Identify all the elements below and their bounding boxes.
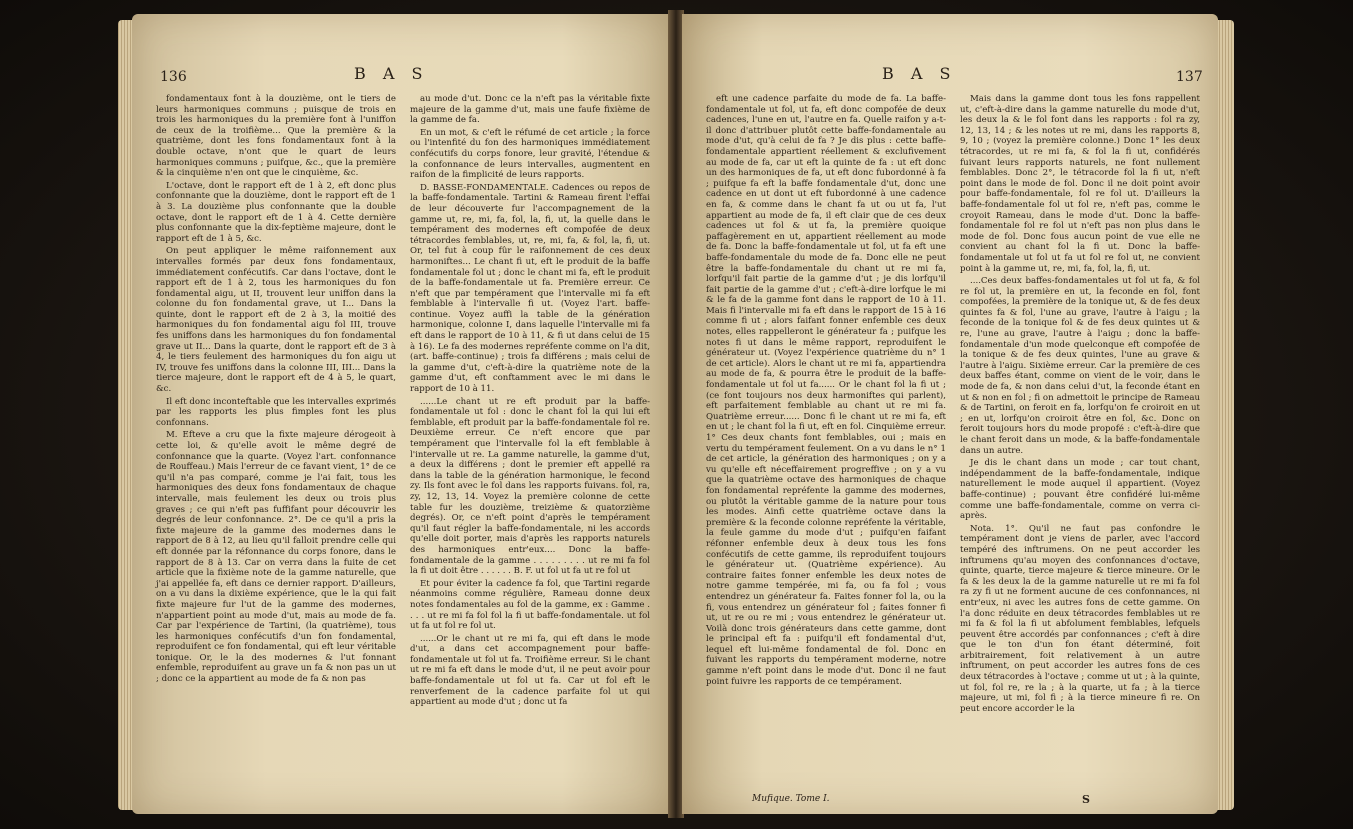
page-number: 137 — [1176, 69, 1203, 85]
paragraph: On peut appliquer le même raifonnement aux intervalles formés par deux fons fondamentaux, immédiatement confécutifs. Car dans l'octave, dont le rapport eft de 1 à 2, tous les harmoniques du fon fondamental aigu, ut II, trouvent leur uniffon dans la colonne du fon fondamental grave, ut I... Dans la quinte, dont le rapport eft de 2 à 3, la moitié des harmoniques du fon fondamental aigu fol III, trouve fes uniffons dans les harmoniques du fon fondamental grave ut II... Dans la quarte, dont le rapport eft de 3 à 4, le tiers feulement des harmoniques du fon aigu ut IV, trouve fes uniffons dans la colonne III, III... Dans la tierce majeure, dont le rapport eft de 4 à 5, le quart, &c. — [156, 246, 396, 395]
text-column-1 — [706, 94, 946, 716]
text-column-1 — [156, 94, 396, 710]
running-head: B A S — [882, 64, 957, 83]
paragraph: D. BASSE-FONDAMENTALE. Cadences ou repos de la baffe-fondamentale. Tartini & Rameau firent l'effai de leur découverte fur l'accompagnement de la gamme ut, re, mi, fa, fol, la, fi, ut, la quelle dans le tempérament des modernes eft compofée de deux tétracordes femblables, ut, re, mi, fa, & fol, la, fi, ut. Or, tel fut à coup fûr le raifonnement de ces deux harmoniftes... Le chant fi ut, eft le produit de la baffe fondamentale fol ut ; donc le chant mi fa, eft le produit de la baffe-fondamentale ut fa. Première erreur. Ce n'eft que par tempérament que l'intervalle mi fa eft femblable à l'intervalle fi ut. (Voyez l'art. baffe-continue. Voyez auffi la table de la génération harmonique, colonne I, dans laquelle l'intervalle mi fa eft dans le rapport de 10 à 11, & fi ut dans celui de 15 à 16). Le fa des modernes repréfente comme on l'a dit, (art. baffe-continue) ; trois fa différens ; mais celui de la gamme d'ut, c'eft-à-dire la quatrième note de la gamme d'ut, eft conftamment avec le mi dans le rapport de 10 à 11. — [410, 182, 650, 395]
paragraph: Nota. 1°. Qu'il ne faut pas confondre le tempérament dont je viens de parler, avec l'accord tempéré des inftrumens. On ne peut accorder les inftrumens qu'au moyen des confonnances d'octave, quinte, quarte, tierce majeure & tierce mineure. Or le fa & les deux la de la gamme naturelle ut re mi fa fol ra zy fi ut ne forment aucune de ces confonnances, ni entr'eux, ni avec les autres fons de cette gamme. On l'a donc réduite en deux tétracordes femblables ut re mi fa & fol la fi ut abfolument femblables, lefquels peuvent être accordés par confonnances ; c'eft à dire que le ton d'un fon étant déterminé, foit arbitrairement, foit relativement à un autre inftrument, on peut accorder les autres fons de ces deux tétracordes à l'octave ; comme ut ut ; à la quinte, ut fol, fol re, re la ; à la quarte, ut fa ; à la tierce majeure, ut mi, fol fi ; à la tierce mineure fi re. On peut encore accorder le la — [960, 523, 1200, 714]
paragraph: Je dis le chant dans un mode ; car tout chant, indépendamment de la baffe-fondamentale, indique naturellement le mode auquel il appartient. (Voyez baffe-continue) ; pouvant être confidéré lui-même comme une baffe-fondamentale, comme on verra ci-après. — [960, 458, 1200, 522]
paragraph: Il eft donc inconteftable que les intervalles exprimés par les rapports les plus fimples font les plus confonnans. — [156, 396, 396, 428]
text-columns — [156, 94, 650, 710]
paragraph: ....Ces deux baffes-fondamentales ut fol ut fa, & fol re fol ut, la première en ut, la feconde en fol, font compofées, la première de la tonique ut, & de fes deux quintes fa & fol, l'une au grave, l'autre à l'aigu ; la feconde de la tonique fol & de fes deux quintes ut & re, l'une au grave, l'autre à l'aigu ; donc la baffe-fondamentale d'un mode quelconque eft compofée de la tonique & de fes deux quintes, l'une au grave & l'autre à l'aigu. Sixième erreur. Car la première de ces deux baffes étant, comme on vient de le voir, dans le mode de fa, & non dans celui d'ut, la feconde étant en ut & non en fol ; fi on admettoit le principe de Rameau & de Tartini, on feroit en fa, lorfqu'on fe croiroit en ut ; en ut, lorfqu'on croiroit être en fol, &c. Donc on feroit toujours hors du mode propofé : c'eft-à-dire que le chant feroit dans un mode, & la baffe-fondamentale dans un autre. — [960, 276, 1200, 456]
running-head: B A S — [354, 64, 429, 83]
paragraph: fondamentaux font à la douzième, ont le tiers de leurs harmoniques communs ; puisque de trois en trois les harmoniques du la première font à l'uniffon de ceux de la troifième... Que la première & la quatrième, dont les fons fondamentaux font à la double octave, n'ont que le quart de leurs harmoniques communs ; puifque, &c., que la première & la cinquième n'en ont que le cinquième, &c. — [156, 94, 396, 179]
right-page-edges — [1216, 20, 1234, 810]
paragraph: Mais dans la gamme dont tous les fons rappellent ut, c'eft-à-dire dans la gamme naturelle du mode d'ut, les deux la & le fol font dans les rapports : fol ra zy, 12, 13, 14 ; & les notes ut re mi, dans les rapports 8, 9, 10 ; (voyez la première colonne.) Donc 1° les deux tétracordes, ut re mi fa, & fol la fi ut, confidérés fuivant leurs rapports naturels, ne font nullement femblables. Donc 2°, le tétracorde fol la fi ut, n'eft point dans le mode de fol. Donc il ne doit point avoir pour baffe-fondamentale, fol re fol ut. D'ailleurs la baffe-fondamentale fol ut fol re, n'eft pas, comme le croyoit Rameau, dans le mode d'ut. Donc la baffe-fondamentale fol re fol ut n'eft pas non plus dans le mode de fol. Donc fous aucun point de vue elle ne convient au chant fol la fi ut. Donc la baffe-fondamentale ut fol ut fa ut fol re fol ut, ne convient point à la gamme ut, re, mi, fa, fol, la, fi, ut. — [960, 94, 1200, 274]
page-number: 136 — [160, 69, 187, 85]
right-page — [682, 14, 1218, 814]
paragraph: L'octave, dont le rapport eft de 1 à 2, eft donc plus confonnante que la douzième, dont le rapport eft de 1 à 3. La douzième plus confonnante que la double octave, dont le rapport eft de 1 à 4. Cette dernière plus confonnante que la dix-feptième majeure, dont le rapport eft de 1 à 5, &c. — [156, 180, 396, 244]
volume-footer: Mufique. Tome I. — [752, 794, 830, 804]
paragraph: eft une cadence parfaite du mode de fa. La baffe-fondamentale ut fol, ut fa, eft donc compofée de deux cadences, l'une en ut, l'autre en fa. Quelle raifon y a-t-il donc d'attribuer plutôt cette baffe-fondamentale au mode d'ut, qu'à celui de fa ? Je dis plus : cette baffe-fondamentale appartient réellement & exclufivement au mode de fa, car ut eft la quinte de fa : ut eft donc un des harmoniques de fa, ut eft donc fubordonné à fa ; puifque fa eft la baffe fondamentale d'ut, donc une cadence en ut dont ut eft fubordonné à une cadence en fa, & comme dans le chant fa ut ou ut fa, l'ut appartient au mode de fa, il eft clair que de ces deux cadences ut fol & ut fa, la première quoique paffagèrement en ut, appartient réellement au mode de fa. Donc la baffe-fondamentale ut fol, ut fa eft une baffe-fondamentale du mode de fa. Donc elle ne peut être la baffe-fondamentale du chant ut re mi fa, lorfqu'il fait partie de la gamme d'ut ; je dis lorfqu'il fait partie de la gamme d'ut ; c'eft-à-dire lorfque le mi & le fa de la gamme font dans le rapport de 10 à 11. Mais fi l'intervalle mi fa eft dans le rapport de 15 à 16 comme fi ut ; alors faifant fonner enfemble ces deux notes, elles rappelleront le générateur fa ; puifque les notes fi ut dans le même rapport, reproduifent le générateur ut. (Voyez l'expérience quatrième du n° 1 de cet article). Alors le chant ut re mi fa, appartiendra au mode de fa, & pourra être le produit de la baffe-fondamentale ut fol ut fa...... Or le chant fol la fi ut ; (ce font toujours nos deux harmoniftes qui parlent), eft parfaitement femblable au chant ut re mi fa. Quatrième erreur...... Donc fi le chant ut re mi fa, eft en ut ; le chant fol la fi ut, eft en fol. Cinquième erreur. 1° Ces deux chants font femblables, oui ; mais en vertu du tempérament feulement. On a vu dans le n° 1 de cet article, la génération des harmoniques ; on y a vu qu'elle eft néceffairement progreffive ; on y a vu que la quatrième octave des harmoniques de chaque fon fondamental repréfente la gamme des modernes, ou plutôt la véritable gamme de la nature pour tous les modes. Ainfi cette quatrième octave dans la première & la feconde colonne repréfente la véritable, la feule gamme du mode d'ut ; puifqu'en faifant réfonner enfemble deux à deux tous les fons confécutifs de cette gamme, ils reproduifent toujours le générateur ut. (Quatrième expérience). Au contraire faites fonner enfemble les deux notes de notre gamme tempérée, mi fa, ou fa fol ; vous entendrez un générateur fa. Faites fonner fol la, ou la fi, vous entendrez un générateur fol ; faites fonner fi ut, ut re ou re mi ; vous entendrez le générateur ut. Voilà donc trois générateurs dans cette gamme, dont le principal eft fa : puifqu'il eft fondamental d'ut, lequel eft lui-même fondamental de fol. Donc en fuivant les rapports du tempérament moderne, notre gamme n'eft point dans le mode d'ut. Donc il ne faut point fuivre les rapports de ce tempérament. — [706, 94, 946, 687]
left-page — [132, 14, 670, 814]
text-column-2 — [410, 94, 650, 710]
text-columns — [706, 94, 1200, 716]
signature-mark: S — [1082, 793, 1090, 806]
text-column-2 — [960, 94, 1200, 716]
paragraph: En un mot, & c'eft le réfumé de cet article ; la force ou l'intenfité du fon des harmoniques immédiatement confécutifs du corps fonore, leur gravité, l'étendue & la confonnance de leurs intervalles, augmentent en raifon de la fimplicité de leurs rapports. — [410, 127, 650, 181]
paragraph: Et pour éviter la cadence fa fol, que Tartini regarde néanmoins comme régulière, Rameau donne deux notes fondamentales au fol de la gamme, ex : Gamme . . . . ut re mi fa fol fol la fi ut baffe-fondamentale. ut fol ut fa ut fol re fol ut. — [410, 578, 650, 632]
paragraph: ......Or le chant ut re mi fa, qui eft dans le mode d'ut, a dans cet accompagnement pour baffe-fondamentale ut fol ut fa. Troifième erreur. Si le chant ut re mi fa eft dans le mode d'ut, il ne peut avoir pour baffe-fondamentale ut fol ut fa. Car ut fol eft le renverfement de la cadence parfaite fol ut qui appartient au mode d'ut ; donc ut fa — [410, 633, 650, 708]
paragraph: au mode d'ut. Donc ce la n'eft pas la véritable fixte majeure de la gamme d'ut, mais une faufe fixième de la gamme de fa. — [410, 94, 650, 126]
paragraph: M. Efteve a cru que la fixte majeure dérogeoit à cette loi, & qu'elle avoit le même degré de confonnance que la quarte. (Voyez l'art. confonnance de Rouffeau.) Mais l'erreur de ce favant vient, 1° de ce qu'il n'a pas comparé, comme je l'ai fait, tous les harmoniques des deux fons fondamentaux de chaque intervalle, mais feulement les deux ou trois plus graves ; ce qui n'eft pas fuffifant pour découvrir les degrés de leur confonnance. 2°. De ce qu'il a pris la fixte majeure de la gamme des modernes dans le rapport de 8 à 12, au lieu qu'il falloit prendre celle qui eft donnée par la réfonnance du corps fonore, dans le rapport de 8 à 13. Car on verra dans la fuite de cet article que la fixième note de la gamme naturelle, que j'ai appellée fa, eft dans ce dernier rapport. D'ailleurs, on a vu dans la dixième expérience, que le la qui fait fixte majeure fur l'ut de la gamme des modernes, n'appartient point au mode d'ut, mais au mode de fa. Car par l'expérience de Tartini, (la quatrième), tous les harmoniques confécutifs d'un fon fondamental, reproduifent ce fon fondamental, qui eft leur véritable tonique. Or, le la des modernes & l'ut fonnant enfemble, reproduifent au grave un fa & non pas un ut ; donc ce la appartient au mode de fa & non pas — [156, 430, 396, 685]
paragraph: ......Le chant ut re eft produit par la baffe-fondamentale ut fol : donc le chant fol la qui lui eft femblable, eft produit par la baffe-fondamentale fol re. Deuxième erreur. Ce n'eft encore que par tempérament que l'intervalle fol la eft femblable à l'intervalle ut re. La gamme naturelle, la gamme d'ut, a deux la différens ; dont le premier eft appellé ra dans la table de la génération harmonique, le fecond zy. Ils font avec le fol dans les rapports fuivans. fol, ra, zy, 12, 13, 14. Voyez la première colonne de cette table fur les douzième, treizième & quatorzième degrés). Or, ce n'eft point d'après le tempérament qu'il faut régler la baffe-fondamentale, ni les accords qu'elle doit porter, mais d'après les rapports naturels des harmoniques entr'eux.... Donc la baffe-fondamentale de la gamme . . . . . . . . . ut re mi fa fol la fi ut doit être . . . . . . B. F. ut fol ut fa ut re fol ut — [410, 396, 650, 577]
